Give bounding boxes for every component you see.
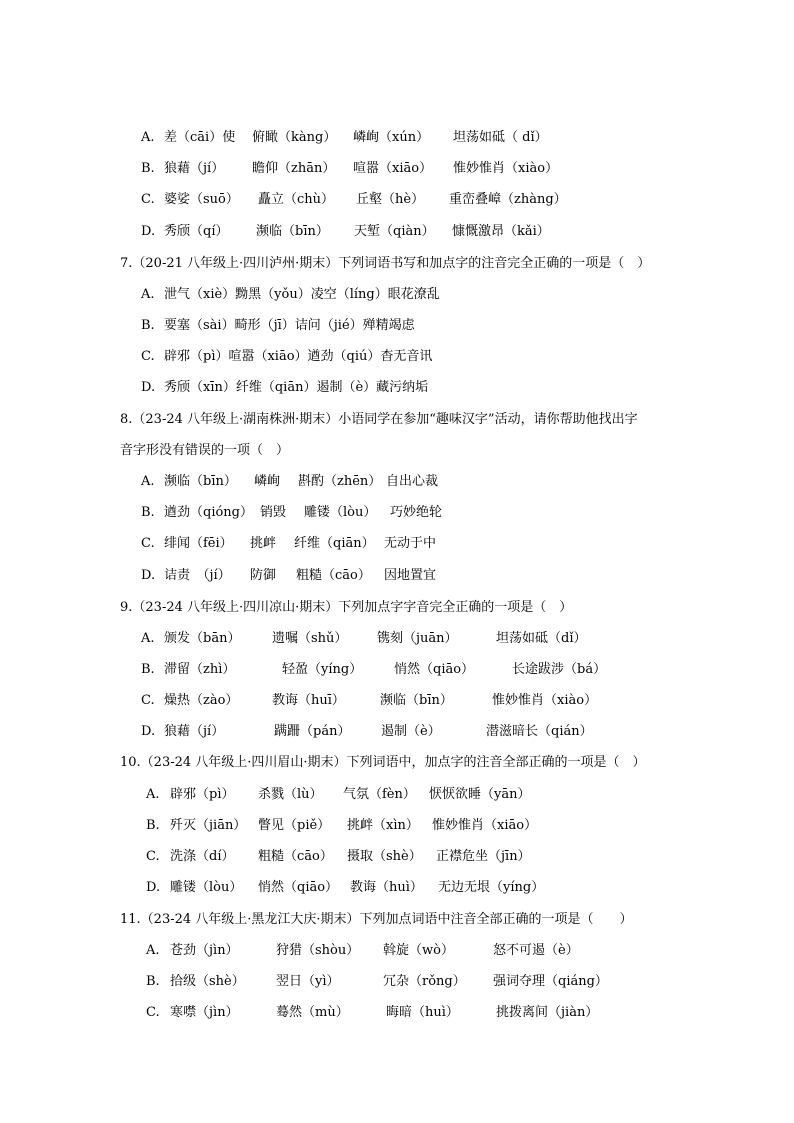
option-item: 纤维（qiān） xyxy=(294,536,375,551)
option-text: 泄气（xiè）黝黑（yǒu）凌空（líng）眼花潦乱 xyxy=(164,287,440,302)
option-item: 遗嘱（shǔ） xyxy=(272,631,348,646)
question-8-stem: 8.（23-24 八年级上·湖南株洲·期末）小语同学在参加“趣味汉字”活动，请你帮助他找出字 xyxy=(120,412,638,427)
option-letter: B. xyxy=(146,974,160,989)
option-letter: C. xyxy=(141,693,155,708)
option-item: 坦荡如砥（dǐ） xyxy=(496,631,587,646)
option-item: 翌日（yì） xyxy=(276,974,340,989)
option-letter: D. xyxy=(141,224,156,239)
option-item: 嶙峋 xyxy=(254,474,281,489)
option-item: 雕镂（lòu） xyxy=(170,880,243,895)
option-item: 悄然（qiāo） xyxy=(258,880,339,895)
option-item: 重峦叠嶂（zhàng） xyxy=(449,192,567,207)
option-item: 丘壑（hè） xyxy=(356,192,425,207)
option-item: 摄取（shè） xyxy=(347,849,422,864)
option-item: 矗立（chù） xyxy=(258,192,335,207)
option-item: 濒临（bīn） xyxy=(380,693,453,708)
question-7-stem: 7.（20-21 八年级上·四川泸州·期末）下列词语书写和加点字的注音完全正确的一项是（ ） xyxy=(120,256,651,271)
option-item: 瞥见（piě） xyxy=(258,818,331,833)
option-item: 辟邪（pì） xyxy=(170,787,235,802)
option-item: 蓦然（mù） xyxy=(276,1005,349,1020)
option-item: 气氛（fèn） xyxy=(343,787,416,802)
option-letter: C. xyxy=(146,1005,160,1020)
option-letter: D. xyxy=(141,724,156,739)
option-item: 挑衅 xyxy=(250,536,277,551)
option-text: 秀颀（xīn）纤维（qiān）遏制（è）藏污纳垢 xyxy=(164,380,429,395)
option-item: 拾级（shè） xyxy=(170,974,245,989)
option-item: 无动于中 xyxy=(384,536,437,551)
option-item: 粗糙（cāo） xyxy=(258,849,333,864)
option-item: 防御 xyxy=(250,568,277,583)
question-9-stem: 9.（23-24 八年级上·四川凉山·期末）下列加点字字音完全正确的一项是（ ） xyxy=(120,600,573,615)
option-item: 销毁 xyxy=(260,505,287,520)
option-item: 瞻仰（zhān） xyxy=(252,161,336,176)
option-item: 惟妙惟肖（xiào） xyxy=(492,693,598,708)
option-letter: C. xyxy=(146,849,160,864)
option-letter: B. xyxy=(146,818,160,833)
option-item: 濒临（bīn） xyxy=(164,474,237,489)
option-item: 恹恹欲睡（yān） xyxy=(429,787,531,802)
option-item: 斟酌（zhēn） xyxy=(298,474,382,489)
option-item: 斡旋（wò） xyxy=(383,943,454,958)
option-item: 遒劲（qióng） xyxy=(164,505,254,520)
option-item: 冗杂（rǒng） xyxy=(383,974,466,989)
option-letter: B. xyxy=(141,505,155,520)
option-item: 坦荡如砥（ dǐ） xyxy=(453,130,548,145)
option-item: 差（cāi）使 xyxy=(164,130,236,145)
option-letter: B. xyxy=(141,318,155,333)
option-item: 杀戮（lù） xyxy=(258,787,323,802)
option-item: 俯瞰（kàng） xyxy=(252,130,337,145)
option-item: 惟妙惟肖（xiào） xyxy=(453,161,559,176)
option-item: 雕镂（lòu） xyxy=(304,505,377,520)
option-item: 婆娑（suō） xyxy=(164,192,239,207)
option-item: 遏制（è） xyxy=(381,724,441,739)
option-text: 辟邪（pì）喧嚣（xiāo）遒劲（qiú）杳无音讯 xyxy=(164,349,433,364)
option-letter: D. xyxy=(141,380,156,395)
option-item: 轻盈（yíng） xyxy=(282,662,363,677)
option-item: 悄然（qiāo） xyxy=(394,662,475,677)
option-letter: A. xyxy=(146,943,160,958)
option-item: 燥热（zào） xyxy=(164,693,239,708)
option-letter: C. xyxy=(141,536,155,551)
option-letter: B. xyxy=(141,662,155,677)
option-item: 歼灭（jiān） xyxy=(170,818,247,833)
question-10-stem: 10.（23-24 八年级上·四川眉山·期末）下列词语中，加点字的注音全部正确的一项是（ ） xyxy=(120,755,646,770)
option-item: 绯闻（fēi） xyxy=(164,536,233,551)
option-item: 教诲（huī） xyxy=(272,693,345,708)
option-item: 自出心裁 xyxy=(386,474,439,489)
option-letter: A. xyxy=(141,287,155,302)
option-item: 怒不可遏（è） xyxy=(493,943,579,958)
option-item: 天堑（qiàn） xyxy=(354,224,435,239)
option-item: 巧妙绝轮 xyxy=(390,505,443,520)
option-item: 颁发（bān） xyxy=(164,631,241,646)
option-item: 粗糙（cāo） xyxy=(296,568,371,583)
option-letter: A. xyxy=(141,130,155,145)
option-item: 教诲（huì） xyxy=(350,880,423,895)
option-item: 蹒跚（pán） xyxy=(274,724,351,739)
option-item: 挑拨离间（jiàn） xyxy=(496,1005,599,1020)
option-item: 晦暗（huì） xyxy=(386,1005,459,1020)
option-letter: D. xyxy=(141,568,156,583)
option-letter: D. xyxy=(146,880,161,895)
option-item: 镌刻（juān） xyxy=(377,631,458,646)
option-item: 潜滋暗长（qián） xyxy=(486,724,593,739)
option-item: 滞留（zhì） xyxy=(164,662,236,677)
option-item: 濒临（bīn） xyxy=(256,224,329,239)
option-item: 长途跋涉（bá） xyxy=(512,662,607,677)
option-letter: B. xyxy=(141,161,155,176)
option-item: 无边无垠（yíng） xyxy=(438,880,545,895)
option-item: 秀颀（qí） xyxy=(164,224,229,239)
option-text: 要塞（sài）畸形（jī）诘问（jié）殚精竭虑 xyxy=(164,318,415,333)
option-item: 慷慨激昂（kǎi） xyxy=(452,224,550,239)
option-item: 狼藉（jí） xyxy=(164,724,225,739)
question-11-stem: 11.（23-24 八年级上·黑龙江大庆·期末）下列加点词语中注音全部正确的一项是（ ） xyxy=(120,912,633,927)
option-item: 挑衅（xìn） xyxy=(347,818,419,833)
option-letter: A. xyxy=(141,474,155,489)
option-item: 洗涤（dí） xyxy=(170,849,235,864)
option-item: 苍劲（jìn） xyxy=(170,943,239,958)
option-item: 嶙峋（xún） xyxy=(353,130,430,145)
option-item: 强词夺理（qiáng） xyxy=(493,974,608,989)
option-item: 正襟危坐（jīn） xyxy=(436,849,531,864)
option-item: 喧嚣（xiāo） xyxy=(353,161,433,176)
option-letter: A. xyxy=(141,631,155,646)
option-letter: A. xyxy=(146,787,160,802)
option-item: 诘责 （jí） xyxy=(164,568,231,583)
option-item: 狼藉（jí） xyxy=(164,161,225,176)
option-item: 惟妙惟肖（xiāo） xyxy=(432,818,538,833)
option-letter: C. xyxy=(141,192,155,207)
question-8-stem-cont: 音字形没有错误的一项（ ） xyxy=(120,443,290,458)
option-item: 寒噤（jìn） xyxy=(170,1005,239,1020)
option-item: 狩猎（shòu） xyxy=(276,943,360,958)
option-letter: C. xyxy=(141,349,155,364)
option-item: 因地置宜 xyxy=(384,568,437,583)
